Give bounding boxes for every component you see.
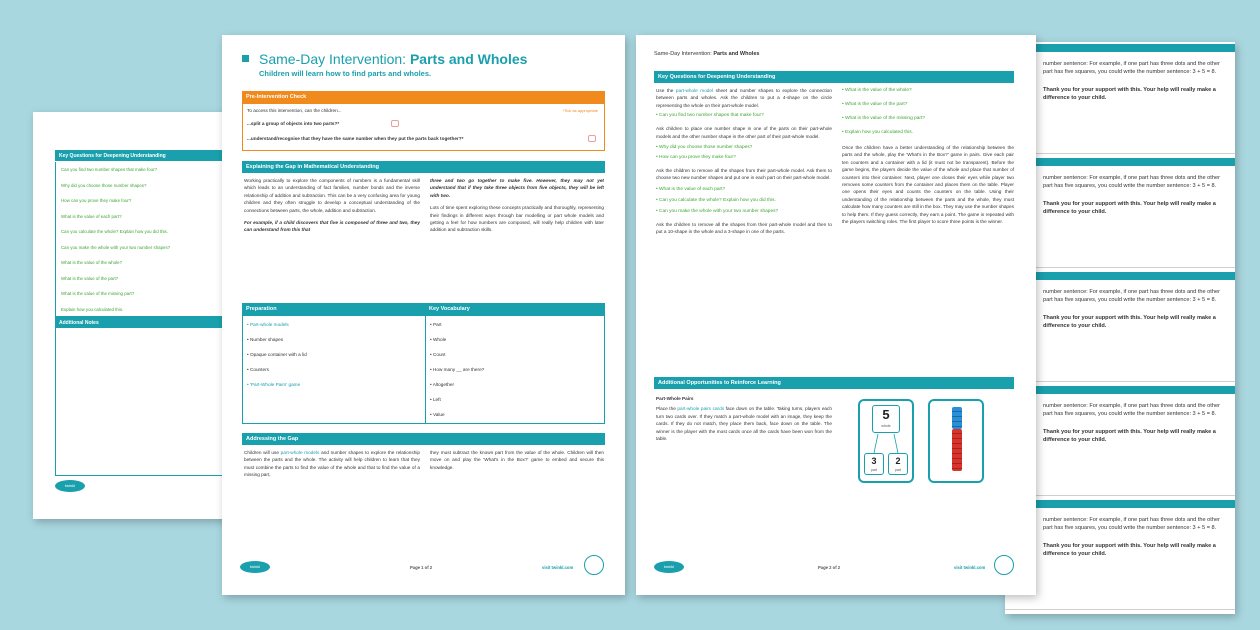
question-item: What is the value of each part?: [61, 213, 122, 219]
vocab-item: • How many __ are there?: [430, 367, 485, 372]
pre-check-box: [242, 103, 605, 151]
part-label: part: [894, 468, 902, 472]
addressing-col-left: Children will use part-whole models and number shapes to explore the relationship between the parts and the whole. The activity will help children to learn that they must combine the parts to find the value of the whole and that to find the value of a missing part,: [244, 450, 420, 478]
part-label: part: [870, 468, 878, 472]
pw-title: Part-Whole Pairs: [656, 396, 694, 401]
game-paragraph: Once the children have a better understanding of the relationship between the parts and the whole, play the 'What's in the Box?' game in pairs. Give each pair ten counters and a container with a lid (it must not be transparent). Before the game begins, the players decide the value of the whole and place that number of counters into their container. Next, player one closes their eyes while player two removes some counters from the container and places them on the table. Player one opens their eyes and counts the counters on the table. Using their understanding of the relationship between the parts and the whole, they must calculate how many counters are still in the box. They may use the number shapes to help them. If they guess correctly, they earn a point. The game is repeated with the players switching roles. The first player to score three points is the winner.: [842, 145, 1014, 225]
page-title: Same-Day Intervention: Parts and Wholes: [259, 51, 528, 67]
twinkl-logo: twinkl: [240, 561, 270, 573]
part-whole-pairs-link[interactable]: part-whole pairs cards: [677, 406, 725, 412]
strip-thanks: Thank you for your support with this. Your help will really make a difference to your child.: [1043, 429, 1216, 443]
strip-slip: [1005, 270, 1235, 382]
part-whole-models-link[interactable]: part-whole models: [280, 450, 320, 455]
pre-check-header: Pre-Intervention Check: [242, 91, 605, 103]
para: Ask children to place one number shape in one of the parts on their part-whole models and the other number shape in the other part of their part-whole model.: [656, 126, 832, 139]
strip-bar: [1005, 500, 1235, 508]
strip-slip: [1005, 156, 1235, 268]
question-item: • Explain how you calculated this.: [842, 130, 914, 135]
part-box: [888, 453, 908, 475]
prep-item[interactable]: • 'Part-Whole Pairs' game: [247, 382, 301, 387]
part-box: [864, 453, 884, 475]
stacked-pages-strip: [1005, 42, 1235, 614]
strip-thanks: Thank you for your support with this. Your help will really make a difference to your child.: [1043, 315, 1216, 329]
notes-header: Additional Notes: [55, 317, 235, 328]
strip-slip: [1005, 384, 1235, 496]
page-number: Page 2 of 2: [818, 565, 841, 570]
strip-bar: [1005, 44, 1235, 52]
question-item: Can you calculate the whole? Explain how you did this.: [61, 229, 168, 234]
right-page: [636, 35, 1036, 595]
red-counter-stack: [952, 429, 962, 471]
question-item: Can you find two number shapes that make four?: [61, 167, 157, 172]
footer-url[interactable]: visit twinkl.com: [542, 565, 574, 570]
strip-thanks: Thank you for your support with this. Your help will really make a difference to your child.: [1043, 87, 1216, 101]
question-item: • How can you prove they make four?: [656, 155, 736, 161]
badge-icon: [994, 555, 1014, 575]
pw-text: Place the part-whole pairs cards face down on the table. Taking turns, players each turn two cards over. If they match a part-whole model with an image, they keep the cards. If they do not match, they place them back, face down on the table. The winner is the player with the most cards once all the cards have been won from the table.: [656, 406, 832, 442]
blue-counter-stack: [952, 407, 962, 429]
strip-text: number sentence: For example, if one part has three dots and the other part has five squares, you could write the number sentence: 3 + 5 = 8.: [1043, 289, 1220, 303]
question-item: • Can you find two number shapes that make four?: [656, 113, 764, 119]
prep-vocab-box: [242, 315, 605, 424]
question-item: Why did you choose those number shapes?: [61, 182, 147, 188]
question-item: • What is the value of the missing part?: [842, 116, 926, 121]
explaining-header: Explaining the Gap in Mathematical Understanding: [242, 161, 605, 173]
part-whole-pairs: [656, 395, 832, 442]
right-col-right: [842, 87, 1014, 225]
preparation-header: Preparation: [242, 303, 425, 315]
twinkl-logo: twinkl: [654, 561, 684, 573]
explaining-p4: Lots of time spent exploring these concepts practically and thoroughly, representing their findings in different ways through bar modelling or part whole models and getting a feel for how numbers are composed, will really help children with later addition and subtraction skills.: [430, 205, 604, 233]
strip-thanks: Thank you for your support with this. Your help will really make a difference to your child.: [1043, 201, 1216, 215]
strip-bar: [1005, 158, 1235, 166]
question-item: What is the value of the missing part?: [61, 291, 135, 296]
part-value: 3: [871, 456, 877, 466]
vocabulary-header: Key Vocabulary: [425, 303, 605, 315]
question-item: How can you prove they make four?: [61, 198, 132, 203]
addressing-header: Addressing the Gap: [242, 433, 605, 445]
twinkl-logo: twinkl: [55, 480, 85, 492]
question-item: • What is the value of each part?: [656, 186, 726, 192]
strip-bar: [1005, 272, 1235, 280]
notes-box: [55, 328, 235, 476]
pre-check-item: ...understand/recognise that they have the same number when they put the parts back together?*: [247, 136, 464, 141]
vocab-item: • Part: [430, 322, 442, 327]
pre-check-item: ...split a group of objects into two parts?*: [247, 121, 340, 126]
part-whole-model-link[interactable]: part-whole model: [675, 88, 714, 93]
strip-text: number sentence: For example, if one part has three dots and the other part has five squares, you could write the number sentence: 3 + 5 = 8.: [1043, 517, 1220, 531]
vocab-item: • Count: [430, 352, 446, 357]
counters-card: [928, 399, 984, 483]
badge-icon: [584, 555, 604, 575]
tick-box-icon[interactable]: [391, 120, 399, 127]
explaining-p1: Working practically to explore the components of numbers is a fundamental skill which leads to an understanding of fact families, number bonds and the inverse relationship of addition and subtraction. This can be a very confusing area for young children and they often struggle to develop a conceptual understanding of the connections between parts, the whole, addition and subtraction.: [244, 178, 420, 213]
prep-item: • Opaque container with a lid: [247, 352, 307, 357]
right-page-title: Same-Day Intervention: Parts and Wholes: [654, 51, 760, 57]
prep-item[interactable]: • Part-whole models: [247, 322, 289, 327]
prep-item: • Number shapes: [247, 337, 284, 342]
page-number: Page 1 of 2: [410, 565, 433, 570]
preparation-list: [247, 317, 307, 392]
pre-check-aside: *Tick as appropriate: [562, 108, 598, 113]
tick-box-icon[interactable]: [588, 135, 596, 142]
question-item: • Can you make the whole with your two number shapes?: [656, 208, 779, 214]
whole-label: whole: [881, 424, 891, 428]
question-item: Explain how you calculated this.: [61, 306, 124, 312]
vocabulary-list: [430, 317, 484, 422]
question-item: What is the value of the part?: [61, 275, 119, 281]
strip-thanks: Thank you for your support with this. Your help will really make a difference to your child.: [1043, 543, 1216, 557]
left-page: [33, 112, 243, 519]
question-item: • What is the value of the whole?: [842, 88, 912, 93]
part-whole-card: [858, 399, 914, 483]
explaining-col-left: [244, 177, 420, 234]
strip-bar: [1005, 386, 1235, 394]
para: Ask the children to remove all the shapes from their part-whole model and then to put a 10-shape in the whole and a 3-shape in one of the parts.: [656, 221, 832, 235]
whole-value: 5: [882, 407, 890, 422]
strip-text: number sentence: For example, if one part has three dots and the other part has five squares, you could write the number sentence: 3 + 5 = 8.: [1043, 175, 1220, 189]
middle-page: [222, 35, 625, 595]
explaining-col-right: [430, 177, 604, 234]
question-item: • Can you calculate the whole? Explain how you did this.: [656, 197, 776, 203]
explaining-p2: For example, if a child discovers that five is composed of three and two, they can understand from this that: [244, 220, 420, 233]
prep-item: • Counters: [247, 367, 269, 372]
addressing-col-right: they must subtract the known part from the value of the whole. Children will then move on and play the 'What's in the Box?' game to embed and secure this knowledge.: [430, 450, 604, 470]
pre-check-intro: To access this intervention, can the children...: [247, 108, 342, 113]
question-item: What is the value of the whole?: [61, 260, 123, 265]
para: Ask the children to remove all the shapes from their part-whole model. Ask them to choose two new number shapes and put one in each part on their part-whole model.: [656, 168, 832, 181]
vocab-item: • Value: [430, 412, 445, 417]
explaining-p3: three and two go together to make five. However, they may not yet understand that if they take three objects from five objects, they will be left with two.: [430, 178, 604, 198]
strip-text: number sentence: For example, if one part has three dots and the other part has five squares, you could write the number sentence: 3 + 5 = 8.: [1043, 403, 1220, 417]
key-questions-header: Key Questions for Deepening Understanding: [654, 71, 1014, 83]
key-questions-list: [55, 162, 235, 317]
part-value: 2: [895, 456, 901, 466]
right-col-left: [656, 87, 832, 236]
question-item: • What is the value of the part?: [842, 102, 908, 107]
additional-header: Additional Opportunities to Reinforce Learning: [654, 377, 1014, 389]
strip-text: number sentence: For example, if one part has three dots and the other part has five squares, you could write the number sentence: 3 + 5 = 8.: [1043, 61, 1220, 75]
question-item: • Why did you choose those number shapes?: [656, 145, 753, 151]
vocab-item: • Altogether: [430, 382, 455, 387]
key-questions-header: Key Questions for Deepening Understanding: [55, 150, 235, 161]
footer-url[interactable]: visit twinkl.com: [954, 565, 986, 570]
strip-slip: [1005, 42, 1235, 154]
vocab-item: • Left: [430, 397, 441, 402]
title-square-icon: [242, 55, 249, 62]
column-divider: [425, 316, 426, 423]
vocab-item: • Whole: [430, 337, 447, 342]
page-subtitle: Children will learn how to find parts and wholes.: [259, 69, 432, 78]
strip-slip: [1005, 498, 1235, 610]
para: Use the part-whole model sheet and number shapes to explore the connection between parts and wholes. Ask the children to put a 4-shape on the circle representing the whole on their part-whole model.: [656, 88, 832, 108]
question-item: Can you make the whole with your two number shapes?: [61, 244, 171, 250]
